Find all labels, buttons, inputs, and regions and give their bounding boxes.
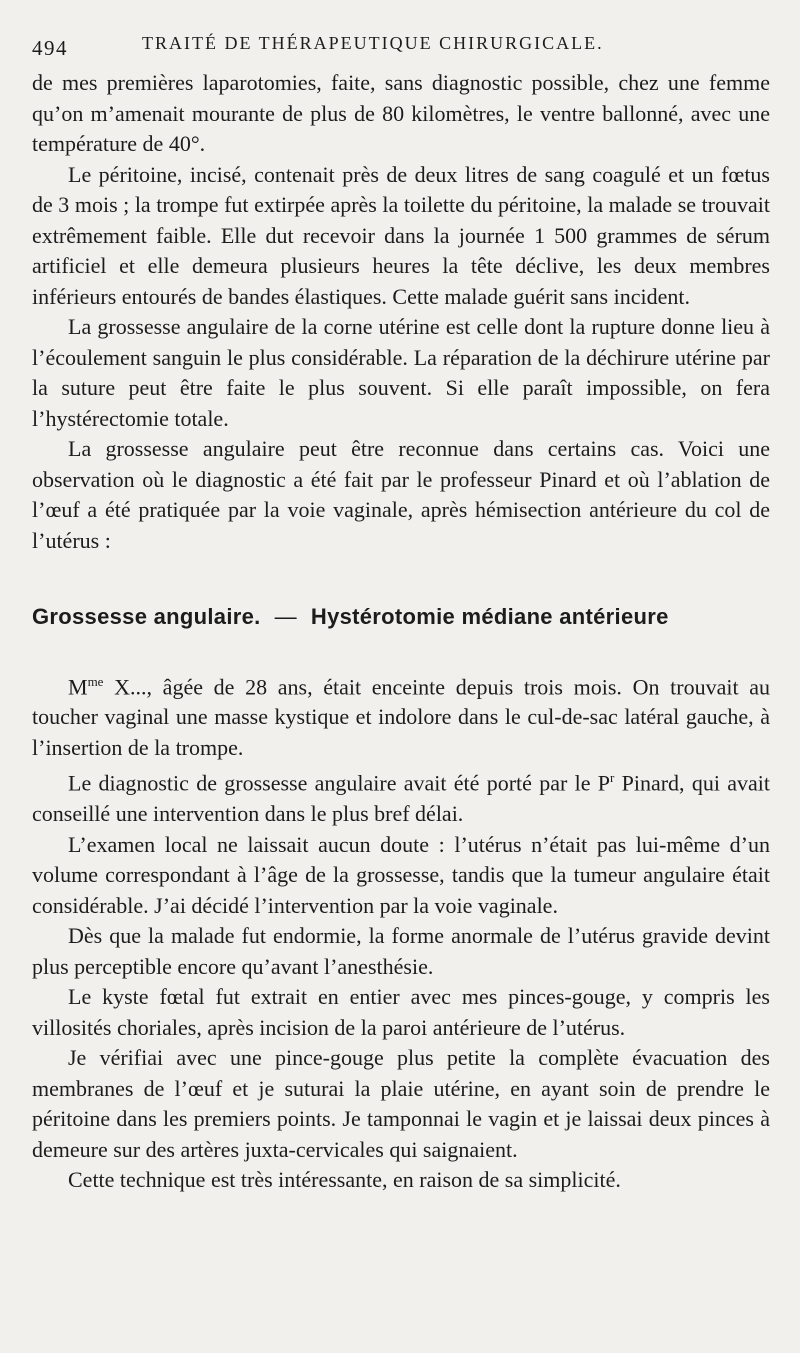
observation-paragraph-1	[32, 667, 770, 764]
observation-paragraph-3: L’examen local ne laissait aucun doute : l’utérus n’était pas lui-même d’un volume correspondant à l’âge de la grossesse, tandis que la tumeur angulaire était considérable. J’ai décidé l’intervention par la voie vaginale.	[32, 831, 770, 918]
paragraph-continuation: de mes premières laparotomies, faite, sans diagnostic possible, chez une femme qu’on m’amenait mourante de plus de 80 kilomètres, le ventre ballonné, avec une température de 40°.	[32, 70, 770, 156]
abbrev-madame: M	[68, 673, 88, 699]
observation-paragraph-4: Dès que la malade fut endormie, la forme anormale de l’utérus gravide devint plus perceptible encore qu’avant l’anesthésie.	[32, 923, 770, 979]
observation-paragraph-6: Je vérifiai avec une pince-gouge plus petite la complète évacuation des membranes de l’œuf et je suturai la plaie utérine, en ayant soin de prendre le péritoine dans les premiers points. Je tamponnai le vagin et je laissai deux pinces à demeure sur des artères juxta-cervicales qui saignaient.	[32, 1045, 770, 1162]
section-heading-right: Hystérotomie médiane antérieure	[310, 604, 669, 629]
observation-paragraph-7: Cette technique est très intéressante, en raison de sa simplicité.	[68, 1167, 621, 1193]
section-heading	[32, 602, 770, 633]
abbrev-professeur-sup: r	[609, 770, 615, 786]
observation-paragraph-1-text: X..., âgée de 28 ans, était enceinte depuis trois mois. On trouvait au toucher vaginal une masse kystique et indolore dans le cul-de-sac latéral gauche, à l’insertion de la trompe.	[32, 673, 770, 760]
paragraph-observation-intro: La grossesse angulaire peut être reconnue dans certains cas. Voici une observation où le diagnostic a été fait par le professeur Pinard et où l’ablation de l’œuf a été pratiquée par la voie vaginale, après hémisection antérieure du col de l’utérus :	[32, 436, 770, 553]
page-body	[32, 68, 770, 1196]
section-heading-left: Grossesse angulaire.	[32, 604, 261, 629]
observation-paragraph-2-start: Le diagnostic de grossesse angulaire avait été porté par le P	[68, 770, 610, 796]
observation-paragraph-2	[32, 763, 770, 829]
paragraph-peritoine: Le péritoine, incisé, contenait près de deux litres de sang coagulé et un fœtus de 3 mois ; la trompe fut extirpée après la toilette du péritoine, la malade se trouvait extrêmement faible. Elle dut recevoir dans la journée 1 500 grammes de sérum artificiel et elle demeura plusieurs heures la tête déclive, les deux membres inférieurs entourés de bandes élastiques. Cette malade guérit sans incident.	[32, 161, 770, 309]
running-head	[32, 18, 770, 68]
abbrev-madame-sup: me	[87, 673, 104, 689]
observation-paragraph-5: Le kyste fœtal fut extrait en entier avec mes pinces-gouge, y compris les villosités choriales, après incision de la paroi antérieure de l’utérus.	[32, 984, 770, 1040]
paragraph-grossesse-angulaire: La grossesse angulaire de la corne utérine est celle dont la rupture donne lieu à l’écoulement sanguin le plus considérable. La réparation de la déchirure utérine par la suture peut être faite le plus souvent. Si elle paraît impossible, on fera l’hystérectomie totale.	[32, 314, 770, 431]
section-heading-dash: —	[274, 604, 297, 629]
page-number: 494	[32, 36, 68, 60]
observation-paragraph-2-end: Pinard, qui avait conseillé une intervention dans le plus bref délai.	[32, 770, 770, 827]
running-title: TRAITÉ DE THÉRAPEUTIQUE CHIRURGICALE.	[142, 33, 604, 53]
